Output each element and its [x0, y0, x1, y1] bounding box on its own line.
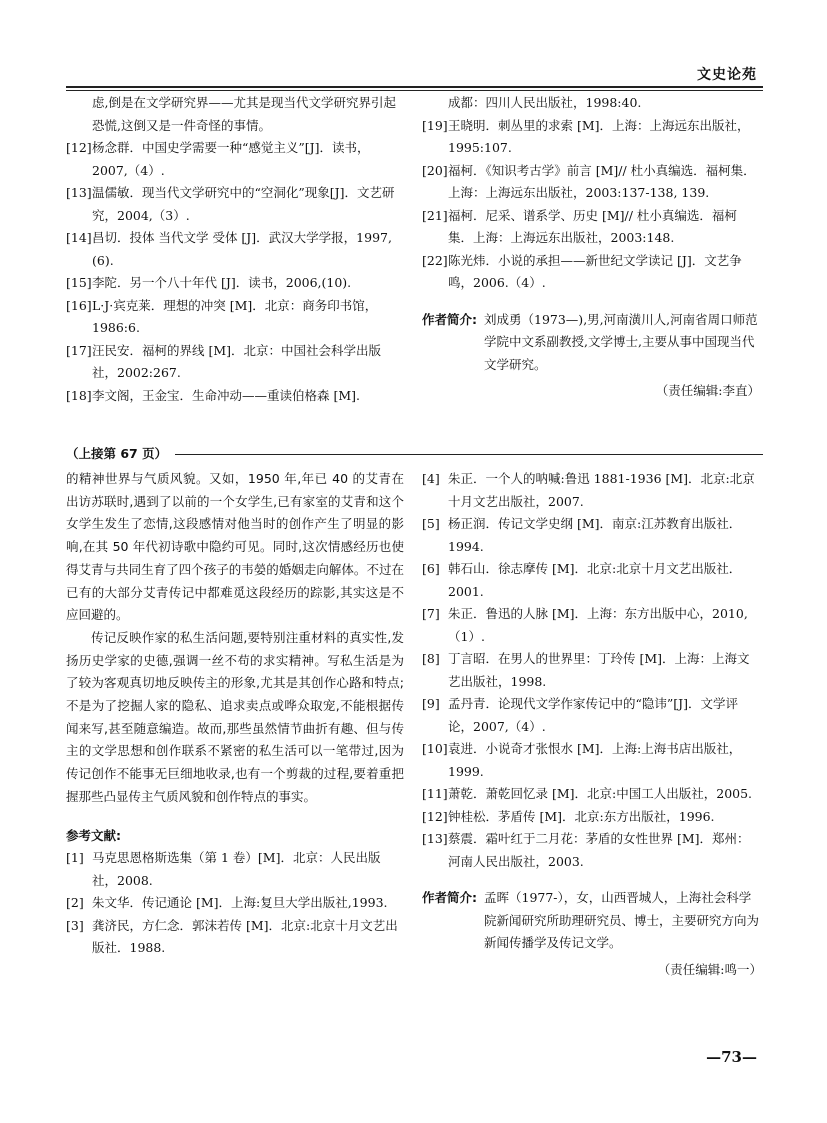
reference-number: [22] — [422, 252, 448, 268]
page-number: —73— — [706, 1048, 757, 1066]
references-heading: 参考文献: — [66, 827, 121, 843]
reference-item — [422, 648, 762, 693]
editor-note: （责任编辑:李直） — [655, 383, 760, 398]
bottom-left-column — [66, 468, 404, 960]
reference-number: [13] — [422, 831, 448, 846]
editor-note: （责任编辑:鸣一） — [657, 961, 762, 977]
reference-text: 朱文华．传记通论 [M]．上海:复旦大学出版社,1993. — [92, 895, 388, 911]
reference-number: [14] — [66, 230, 92, 245]
body-paragraph: 传记反映作家的私生活问题,要特别注重材料的真实性,发扬历史学家的史德,强调一丝不苟的求实精神。写私生活是为了较为客观真切地反映传主的形象,尤其是其创作心路和特点;不是为了挖掘人家的隐私、追求卖点或哗众取宠,不能根据传闻来写,甚至随意编造。故而,那些虽然情节曲折有趣、但与传主的文学思想和创作联系不紧密的私生活可以一笔带过,因为传记创作不能事无巨细地收录,也有一个剪裁的过程,要着重把握那些凸显传主气质风貌和创作特点的事实。 — [66, 629, 404, 804]
reference-number: [4] — [422, 471, 440, 486]
reference-text: 陈光炜．小说的承担——新世纪文学读记 [J]．文艺争鸣，2006.（4）. — [448, 252, 742, 290]
reference-number: [5] — [422, 516, 440, 531]
reference-item — [422, 603, 762, 648]
reference-text: 蔡震．霜叶红于二月花：茅盾的女性世界 [M]．郑州：河南人民出版社，2003. — [448, 831, 750, 869]
reference-number: [3] — [66, 917, 84, 933]
reference-number: [6] — [422, 561, 440, 576]
reference-item — [422, 160, 760, 205]
reference-item — [422, 738, 762, 783]
reference-item — [422, 783, 762, 806]
reference-item — [422, 806, 762, 829]
reference-text: 温儒敏．现当代文学研究中的“空洞化”现象[J]．文艺研究，2004,（3）. — [92, 185, 395, 223]
reference-text: 丁言昭．在男人的世界里：丁玲传 [M]．上海：上海文艺出版社，1998. — [448, 651, 750, 689]
author-bio — [422, 309, 760, 377]
reference-number: [12] — [422, 808, 448, 824]
reference-text: 汪民安．福柯的界线 [M]．北京：中国社会科学出版社，2002:267. — [92, 342, 382, 380]
reference-text: 昌切．投体 当代文学 受体 [J]．武汉大学学报，1997,(6). — [92, 230, 392, 268]
bottom-right-column — [422, 468, 762, 981]
reference-text: 朱正．一个人的呐喊:鲁迅 1881-1936 [M]．北京:北京十月文艺出版社，2007. — [448, 471, 755, 509]
reference-number: [2] — [66, 895, 84, 911]
reference-list — [422, 115, 760, 295]
reference-text: 福柯．《知识考古学》前言 [M]// 杜小真编选．福柯集．上海：上海远东出版社，2003:137-138, 139. — [448, 162, 756, 200]
reference-item — [66, 892, 404, 915]
reference-number: [18] — [66, 387, 92, 403]
reference-number: [15] — [66, 275, 92, 290]
reference-text: 福柯．尼采、谱系学、历史 [M]// 杜小真编选．福柯集．上海：上海远东出版社，2003:148. — [448, 207, 737, 245]
header-rule — [66, 86, 763, 88]
reference-item — [66, 340, 404, 385]
reference-item — [422, 558, 762, 603]
top-left-column — [66, 92, 404, 407]
reference-text: L·J·宾克莱．理想的冲突 [M]．北京：商务印书馆，1986:6. — [92, 297, 378, 335]
header-rule-thin — [66, 90, 763, 91]
reference-number: [10] — [422, 741, 448, 756]
section-title: 文史论苑 — [697, 67, 757, 83]
reference-number: [21] — [422, 207, 448, 223]
author-bio — [422, 887, 762, 955]
reference-list — [66, 847, 404, 960]
reference-text: 杨正润．传记文学史纲 [M]．南京:江苏教育出版社．1994. — [448, 516, 742, 554]
reference-number: [1] — [66, 850, 84, 866]
reference-item — [66, 385, 404, 408]
body-paragraph: 的精神世界与气质风貌。又如，1950 年,年已 40 的艾青在出访苏联时,遇到了以前的一个女学生,已有家室的艾青和这个女学生发生了恋情,这段感情对他当时的创作产生了明显的影响,在其 50 年代初诗歌中隐约可见。同时,这次情感经历也使得艾青与共同生育了四个孩子的韦嫈的婚姻走向解体。不过在已有的大部分艾青传记中都难觅这段经历的踪影,其实这是不应回避的。 — [66, 471, 404, 623]
author-bio-text: 孟晖（1977-），女，山西晋城人，上海社会科学院新闻研究所助理研究员、博士，主要研究方向为新闻传播学及传记文学。 — [484, 890, 760, 950]
author-bio-text: 刘成勇（1973—),男,河南潢川人,河南省周口师范学院中文系副教授,文学博士,主要从事中国现当代文学研究。 — [484, 311, 758, 372]
continuation-text: 成都：四川人民出版社，1998:40. — [448, 95, 642, 110]
reference-number: [20] — [422, 162, 448, 178]
reference-item — [422, 693, 762, 738]
reference-item — [66, 227, 404, 272]
reference-number: [8] — [422, 651, 440, 666]
reference-item — [66, 915, 404, 960]
reference-text: 马克思恩格斯选集（第 1 卷）[M]．北京：人民出版社，2008. — [92, 850, 381, 888]
reference-text: 萧乾．萧乾回忆录 [M]．北京:中国工人出版社，2005. — [448, 786, 753, 801]
reference-number: [7] — [422, 606, 440, 621]
reference-text: 袁进．小说奇才张恨水 [M]．上海:上海书店出版社，1999. — [448, 741, 742, 779]
reference-text: 朱正．鲁迅的人脉 [M]．上海：东方出版中心，2010,（1）. — [448, 606, 748, 644]
reference-item — [422, 468, 762, 513]
reference-item — [66, 847, 404, 892]
reference-list — [422, 468, 762, 873]
reference-text: 龚济民，方仁念．郭沫若传 [M]．北京:北京十月文艺出版社．1988. — [92, 917, 398, 956]
reference-number: [17] — [66, 342, 92, 358]
reference-text: 孟丹青．论现代文学作家传记中的“隐讳”[J]．文学评论，2007,（4）. — [448, 696, 739, 734]
reference-number: [19] — [422, 117, 448, 133]
reference-text: 钟桂松．茅盾传 [M]．北京:东方出版社，1996. — [448, 808, 715, 824]
reference-text: 李文阁，王金宝．生命冲动——重读伯格森 [M]. — [92, 387, 361, 403]
continued-from-label: （上接第 67 页） — [66, 444, 175, 462]
reference-item — [66, 272, 404, 295]
reference-item — [66, 182, 404, 227]
reference-item — [422, 513, 762, 558]
reference-text: 李陀．另一个八十年代 [J]．读书，2006,(10). — [92, 275, 352, 290]
reference-list — [66, 137, 404, 407]
reference-item — [422, 828, 762, 873]
reference-number: [13] — [66, 185, 92, 200]
reference-number: [12] — [66, 140, 92, 155]
reference-text: 杨念群．中国史学需要一种“感觉主义”[J]．读书，2007,（4）. — [92, 140, 370, 178]
continuation-text: 虑,倒是在文学研究界——尤其是现当代文学研究界引起恐慌,这倒又是一件奇怪的事情。 — [92, 95, 396, 133]
reference-item — [66, 295, 404, 340]
reference-item — [422, 250, 760, 295]
reference-item — [422, 115, 760, 160]
author-bio-label: 作者简介: — [422, 890, 477, 905]
reference-text: 王晓明．刺丛里的求索 [M]．上海：上海远东出版社，1995:107. — [448, 117, 750, 155]
reference-number: [11] — [422, 786, 448, 801]
reference-text: 韩石山．徐志摩传 [M]．北京:北京十月文艺出版社．2001. — [448, 561, 742, 599]
reference-number: [9] — [422, 696, 440, 711]
reference-number: [16] — [66, 297, 92, 313]
reference-item — [66, 137, 404, 182]
author-bio-label: 作者简介: — [422, 311, 477, 327]
top-right-column — [422, 92, 760, 403]
continued-from-bar — [66, 444, 763, 464]
reference-item — [422, 205, 760, 250]
